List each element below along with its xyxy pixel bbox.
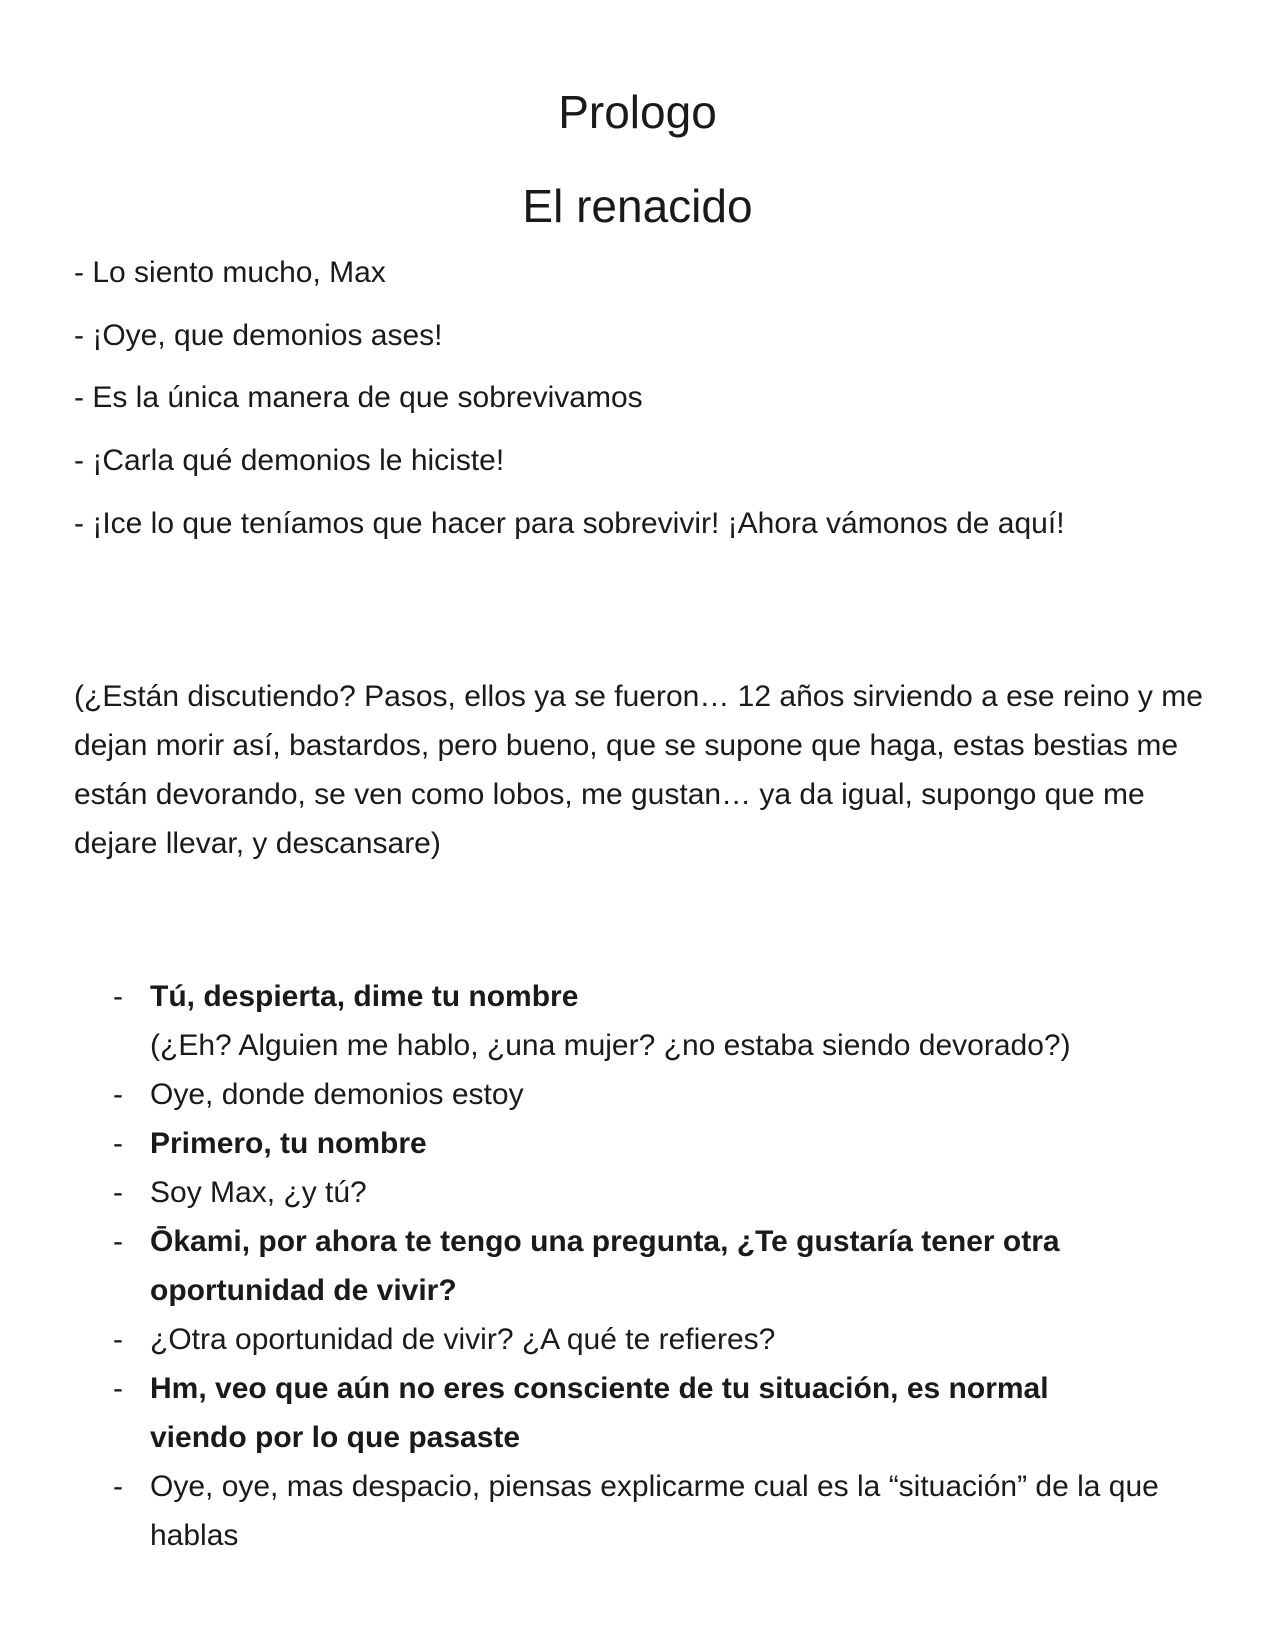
dialogue-list bbox=[0, 972, 1275, 1560]
list-dash: - bbox=[113, 1225, 123, 1258]
list-item-text: Ōkami, por ahora te tengo una pregunta, ¿Te gustaría tener otra oportunidad de vivir? bbox=[150, 1225, 1060, 1307]
list-item bbox=[0, 1364, 1275, 1462]
list-item-text: Tú, despierta, dime tu nombre bbox=[150, 980, 579, 1013]
list-dash: - bbox=[113, 1176, 123, 1209]
dialogue-line: - Es la única manera de que sobrevivamos bbox=[74, 381, 643, 414]
list-item bbox=[0, 972, 1275, 1070]
list-dash: - bbox=[113, 1078, 123, 1111]
list-dash: - bbox=[113, 980, 123, 1013]
list-item bbox=[0, 1070, 1275, 1119]
list-item-text: Oye, donde demonios estoy bbox=[150, 1078, 524, 1111]
thought-paragraph: (¿Están discutiendo? Pasos, ellos ya se fueron… 12 años sirviendo a ese reino y me dejan morir así, bastardos, pero bueno, que se supone que haga, estas bestias me están devorando, se ven como lobos, me gustan… ya da igual, supongo que me dejare llevar, y descansare) bbox=[74, 680, 1203, 860]
list-item-text: ¿Otra oportunidad de vivir? ¿A qué te refieres? bbox=[150, 1323, 776, 1356]
list-dash: - bbox=[113, 1372, 123, 1405]
dialogue-line: - Lo siento mucho, Max bbox=[74, 256, 386, 289]
chapter-title: Prologo bbox=[558, 86, 717, 138]
list-item bbox=[0, 1168, 1275, 1217]
list-item-text: Soy Max, ¿y tú? bbox=[150, 1176, 367, 1209]
list-item-text: Oye, oye, mas despacio, piensas explicarme cual es la “situación” de la que hablas bbox=[150, 1470, 1159, 1552]
list-item-text: Hm, veo que aún no eres consciente de tu situación, es normal viendo por lo que pasaste bbox=[150, 1372, 1049, 1454]
list-item bbox=[0, 1462, 1275, 1560]
list-item-text: Primero, tu nombre bbox=[150, 1127, 427, 1160]
list-item-aside: (¿Eh? Alguien me hablo, ¿una mujer? ¿no estaba siendo devorado?) bbox=[150, 1029, 1071, 1062]
list-item bbox=[0, 1217, 1275, 1315]
list-dash: - bbox=[113, 1127, 123, 1160]
dialogue-line: - ¡Ice lo que teníamos que hacer para sobrevivir! ¡Ahora vámonos de aquí! bbox=[74, 507, 1065, 540]
dialogue-line: - ¡Oye, que demonios ases! bbox=[74, 319, 443, 352]
list-item bbox=[0, 1119, 1275, 1168]
chapter-subtitle: El renacido bbox=[522, 180, 753, 232]
dialogue-line: - ¡Carla qué demonios le hiciste! bbox=[74, 444, 505, 477]
list-dash: - bbox=[113, 1323, 123, 1356]
list-item bbox=[0, 1315, 1275, 1364]
list-dash: - bbox=[113, 1470, 123, 1503]
